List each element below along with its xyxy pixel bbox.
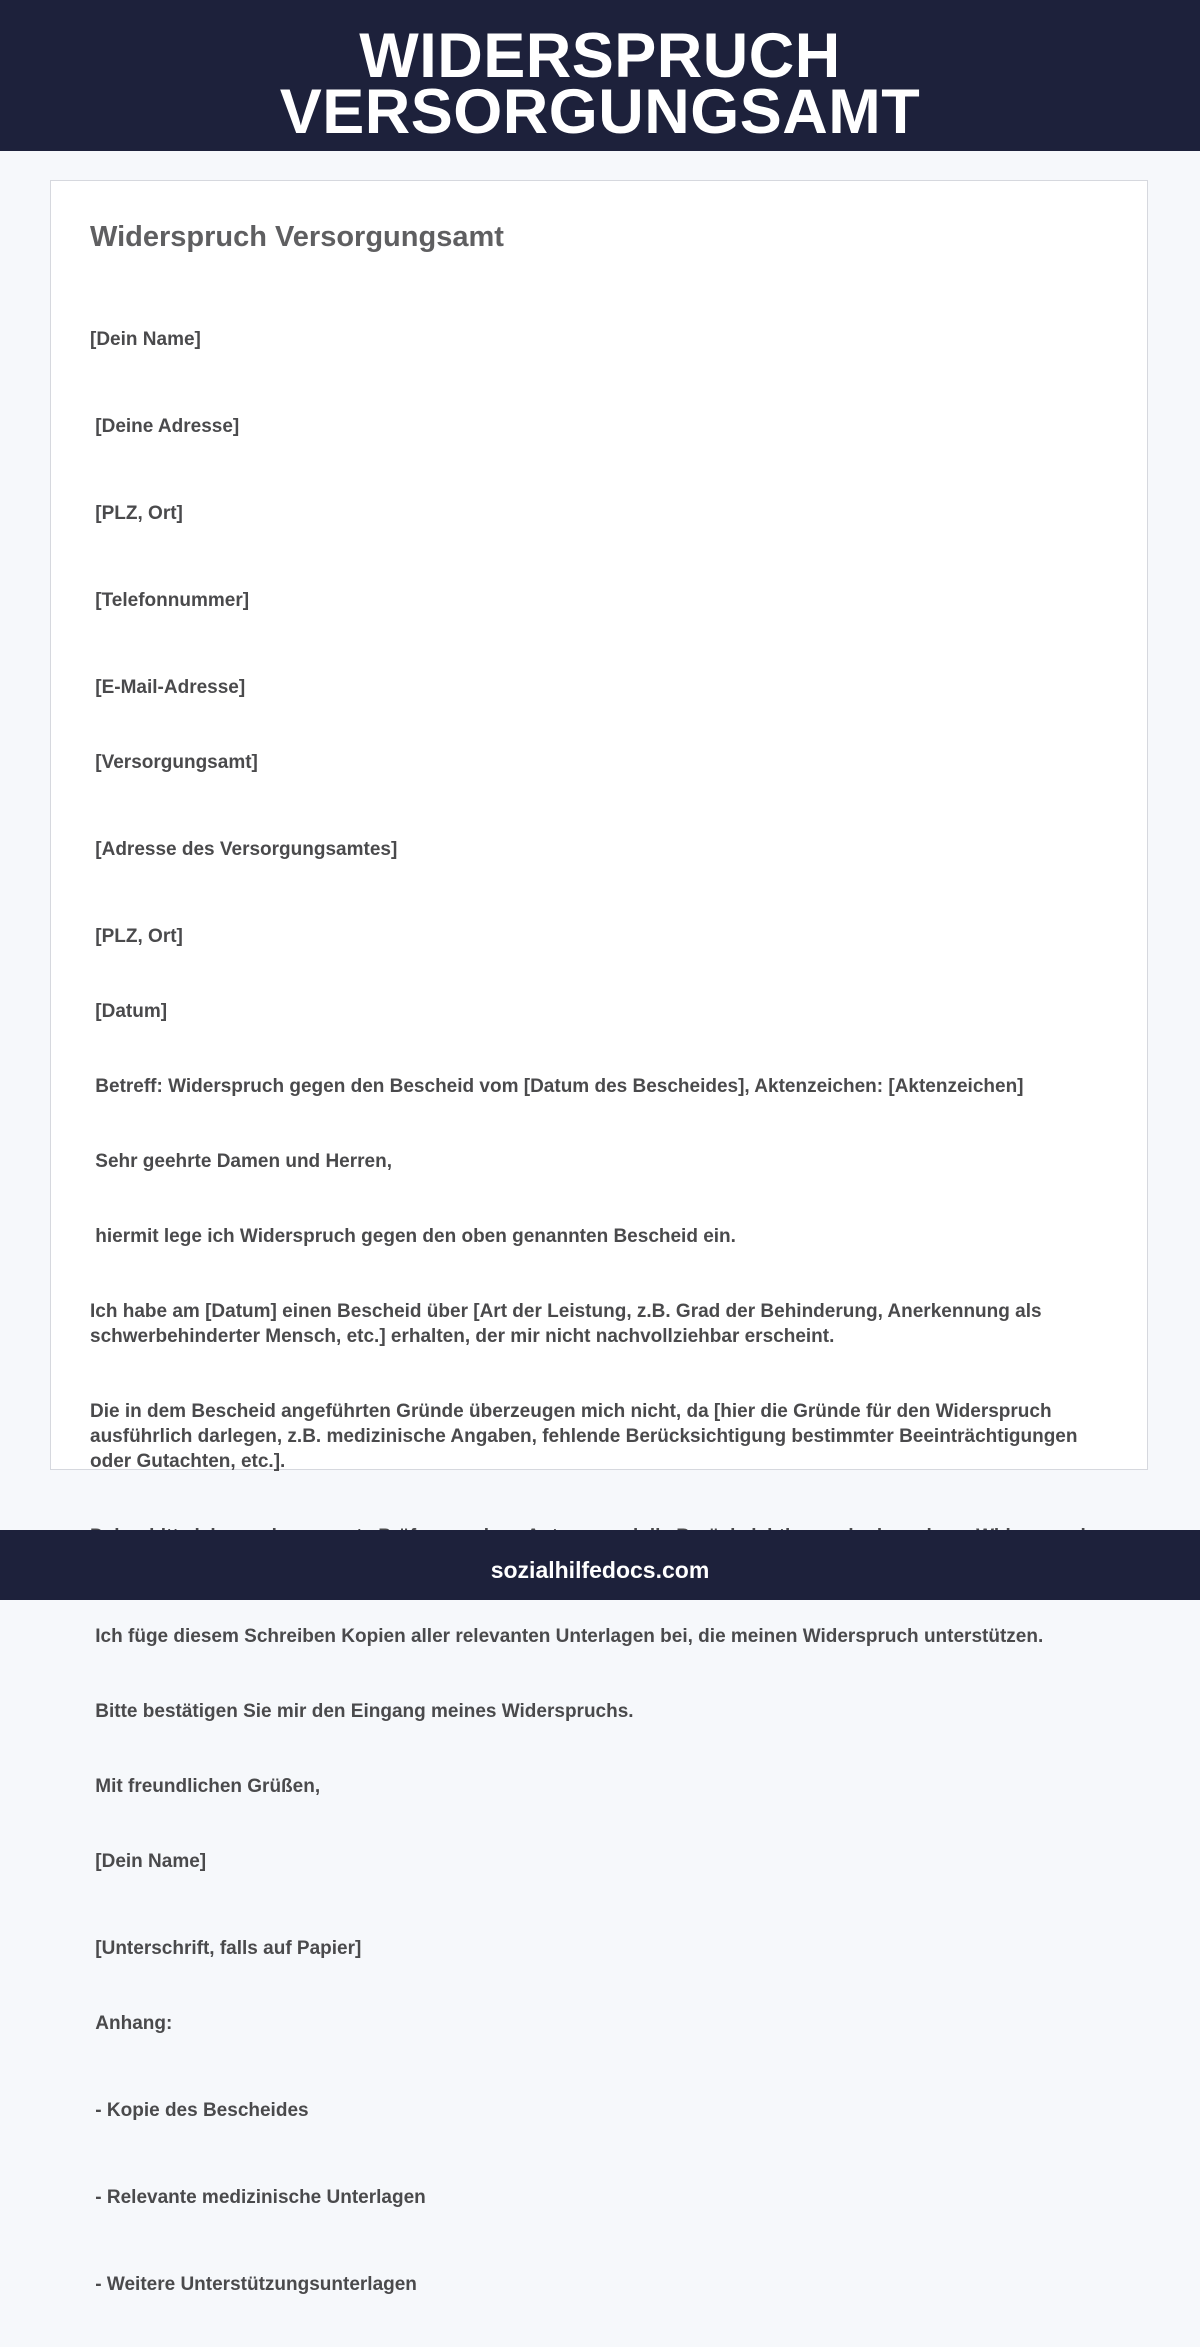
header-title (0, 21, 1200, 147)
page-footer (0, 1530, 1200, 1600)
recipient-office: [Versorgungsamt] (90, 752, 258, 773)
recipient-address: [Adresse des Versorgungsamtes] (90, 839, 398, 860)
closing: Mit freundlichen Grüßen, (90, 1776, 321, 1797)
sender-name: [Dein Name] (90, 329, 201, 350)
paragraph-confirmation: Bitte bestätigen Sie mir den Eingang meines Widerspruchs. (90, 1701, 634, 1722)
letter-body (90, 277, 1120, 2347)
paragraph-intro: hiermit lege ich Widerspruch gegen den oben genannten Bescheid ein. (90, 1226, 736, 1247)
closing-name: [Dein Name] (90, 1851, 207, 1872)
paragraph-enclosures: Ich füge diesem Schreiben Kopien aller relevanten Unterlagen bei, die meinen Widerspruch unterstützen. (90, 1626, 1044, 1647)
header-title-line-2: VERSORGUNGSAMT (279, 77, 921, 147)
letter-date: [Datum] (90, 1001, 168, 1022)
page-header (0, 0, 1200, 151)
attachment-item: - Weitere Unterstützungsunterlagen (90, 2274, 417, 2295)
sender-phone: [Telefonnummer] (90, 590, 250, 611)
header-title-line-1: WIDERSPRUCH (359, 21, 841, 91)
attachment-item: - Relevante medizinische Unterlagen (90, 2187, 426, 2208)
sender-address: [Deine Adresse] (90, 416, 240, 437)
paragraph-reasons: Die in dem Bescheid angeführten Gründe überzeugen mich nicht, da [hier die Gründe für den Widerspruch ausführlich darlegen, z.B. medizinische Angaben, fehlende Berücksichtigung bestimmter Beeinträchtigungen oder Gutachten, etc.]. (90, 1401, 1083, 1472)
attachment-item: - Kopie des Bescheides (90, 2100, 309, 2121)
attachments-heading: Anhang: (90, 2013, 173, 2034)
paragraph-notice: Ich habe am [Datum] einen Bescheid über [Art der Leistung, z.B. Grad der Behinderung, Anerkennung als schwerbehinderter Mensch, etc.] erhalten, der mir nicht nachvollziehbar erscheint. (90, 1301, 1047, 1347)
footer-site-name: sozialhilfedocs.com (490, 1557, 710, 1583)
sender-postcode-city: [PLZ, Ort] (90, 503, 183, 524)
document-title: Widerspruch Versorgungsamt (90, 221, 504, 253)
signature-placeholder: [Unterschrift, falls auf Papier] (90, 1938, 362, 1959)
salutation: Sehr geehrte Damen und Herren, (90, 1151, 392, 1172)
sender-email: [E-Mail-Adresse] (90, 677, 246, 698)
recipient-postcode-city: [PLZ, Ort] (90, 926, 183, 947)
letter-subject: Betreff: Widerspruch gegen den Bescheid vom [Datum des Bescheides], Aktenzeichen: [Aktenzeichen] (90, 1076, 1024, 1097)
